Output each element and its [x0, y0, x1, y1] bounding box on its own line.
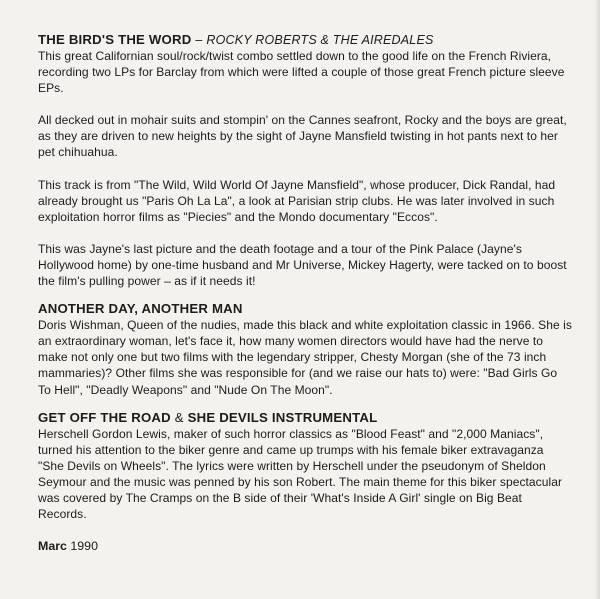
section-birds-the-word	[38, 32, 572, 289]
paragraph: This was Jayne's last picture and the death footage and a tour of the Pink Palace (Jayne's Hollywood home) by one-time husband and Mr Universe, Mickey Hagerty, were tacked on to boost the film's pulling power – as if it needs it!	[38, 241, 567, 289]
section-heading	[38, 32, 572, 48]
author-name: Marc	[38, 539, 67, 554]
section-heading	[38, 410, 572, 426]
track-title: GET OFF THE ROAD	[38, 409, 171, 425]
paragraph: Herschell Gordon Lewis, maker of such horror classics as "Blood Feast" and "2,000 Maniacs", turned his attention to the biker genre and came up trumps with his female biker extravaganza "She Devils on Wheels". The lyrics were written by Herschell under the pseudonym of Sheldon Seymour and the music was penned by his son Robert. The main theme for this biker spectacular was covered by The Cramps on the B side of their 'What's Inside A Girl' single on Big Beat Records.	[38, 426, 563, 522]
booklet-spine-shadow	[594, 0, 600, 599]
paragraph: All decked out in mohair suits and stompin' on the Cannes seafront, Rocky and the boys are great, as they are driven to new heights by the sight of Jayne Mansfield twisting in hot pants next to her pet chihuahua.	[38, 113, 567, 160]
signoff-year: 1990	[70, 539, 98, 554]
artist-name: ROCKY ROBERTS & THE AIREDALES	[206, 33, 434, 47]
paragraph: This track is from "The Wild, Wild World Of Jayne Mansfield", whose producer, Dick Randal, had already brought us "Paris Oh La La", a look at Parisian strip clubs. He was later involved in such exploitation horror films as "Piecies" and the Mondo documentary "Eccos".	[38, 177, 556, 224]
section-get-off-the-road	[38, 410, 572, 523]
track-title: THE BIRD'S THE WORD	[38, 32, 192, 47]
signoff	[38, 538, 572, 554]
track-title: SHE DEVILS INSTRUMENTAL	[187, 409, 378, 425]
title-dash: –	[195, 33, 203, 47]
ampersand: &	[174, 409, 184, 425]
paragraph: Doris Wishman, Queen of the nudies, made this black and white exploitation classic in 1966. She is an extraordinary woman, let's face it, how many women directors would have had the nerve to make not only one but two films with the legendary stripper, Chesty Morgan (she of the 73 inch mammaries)? Other films she was responsible for (and we raise our hats to) were: "Bad Girls Go To Hell", "Deadly Weapons" and "Nude On The Moon".	[38, 318, 572, 397]
paragraph: This great Californian soul/rock/twist combo settled down to the good life on the French Riviera, recording two LPs for Barclay from which were lifted a couple of those great French picture sleeve EPs.	[38, 49, 565, 96]
section-another-day	[38, 301, 572, 397]
section-heading: ANOTHER DAY, ANOTHER MAN	[38, 301, 243, 317]
